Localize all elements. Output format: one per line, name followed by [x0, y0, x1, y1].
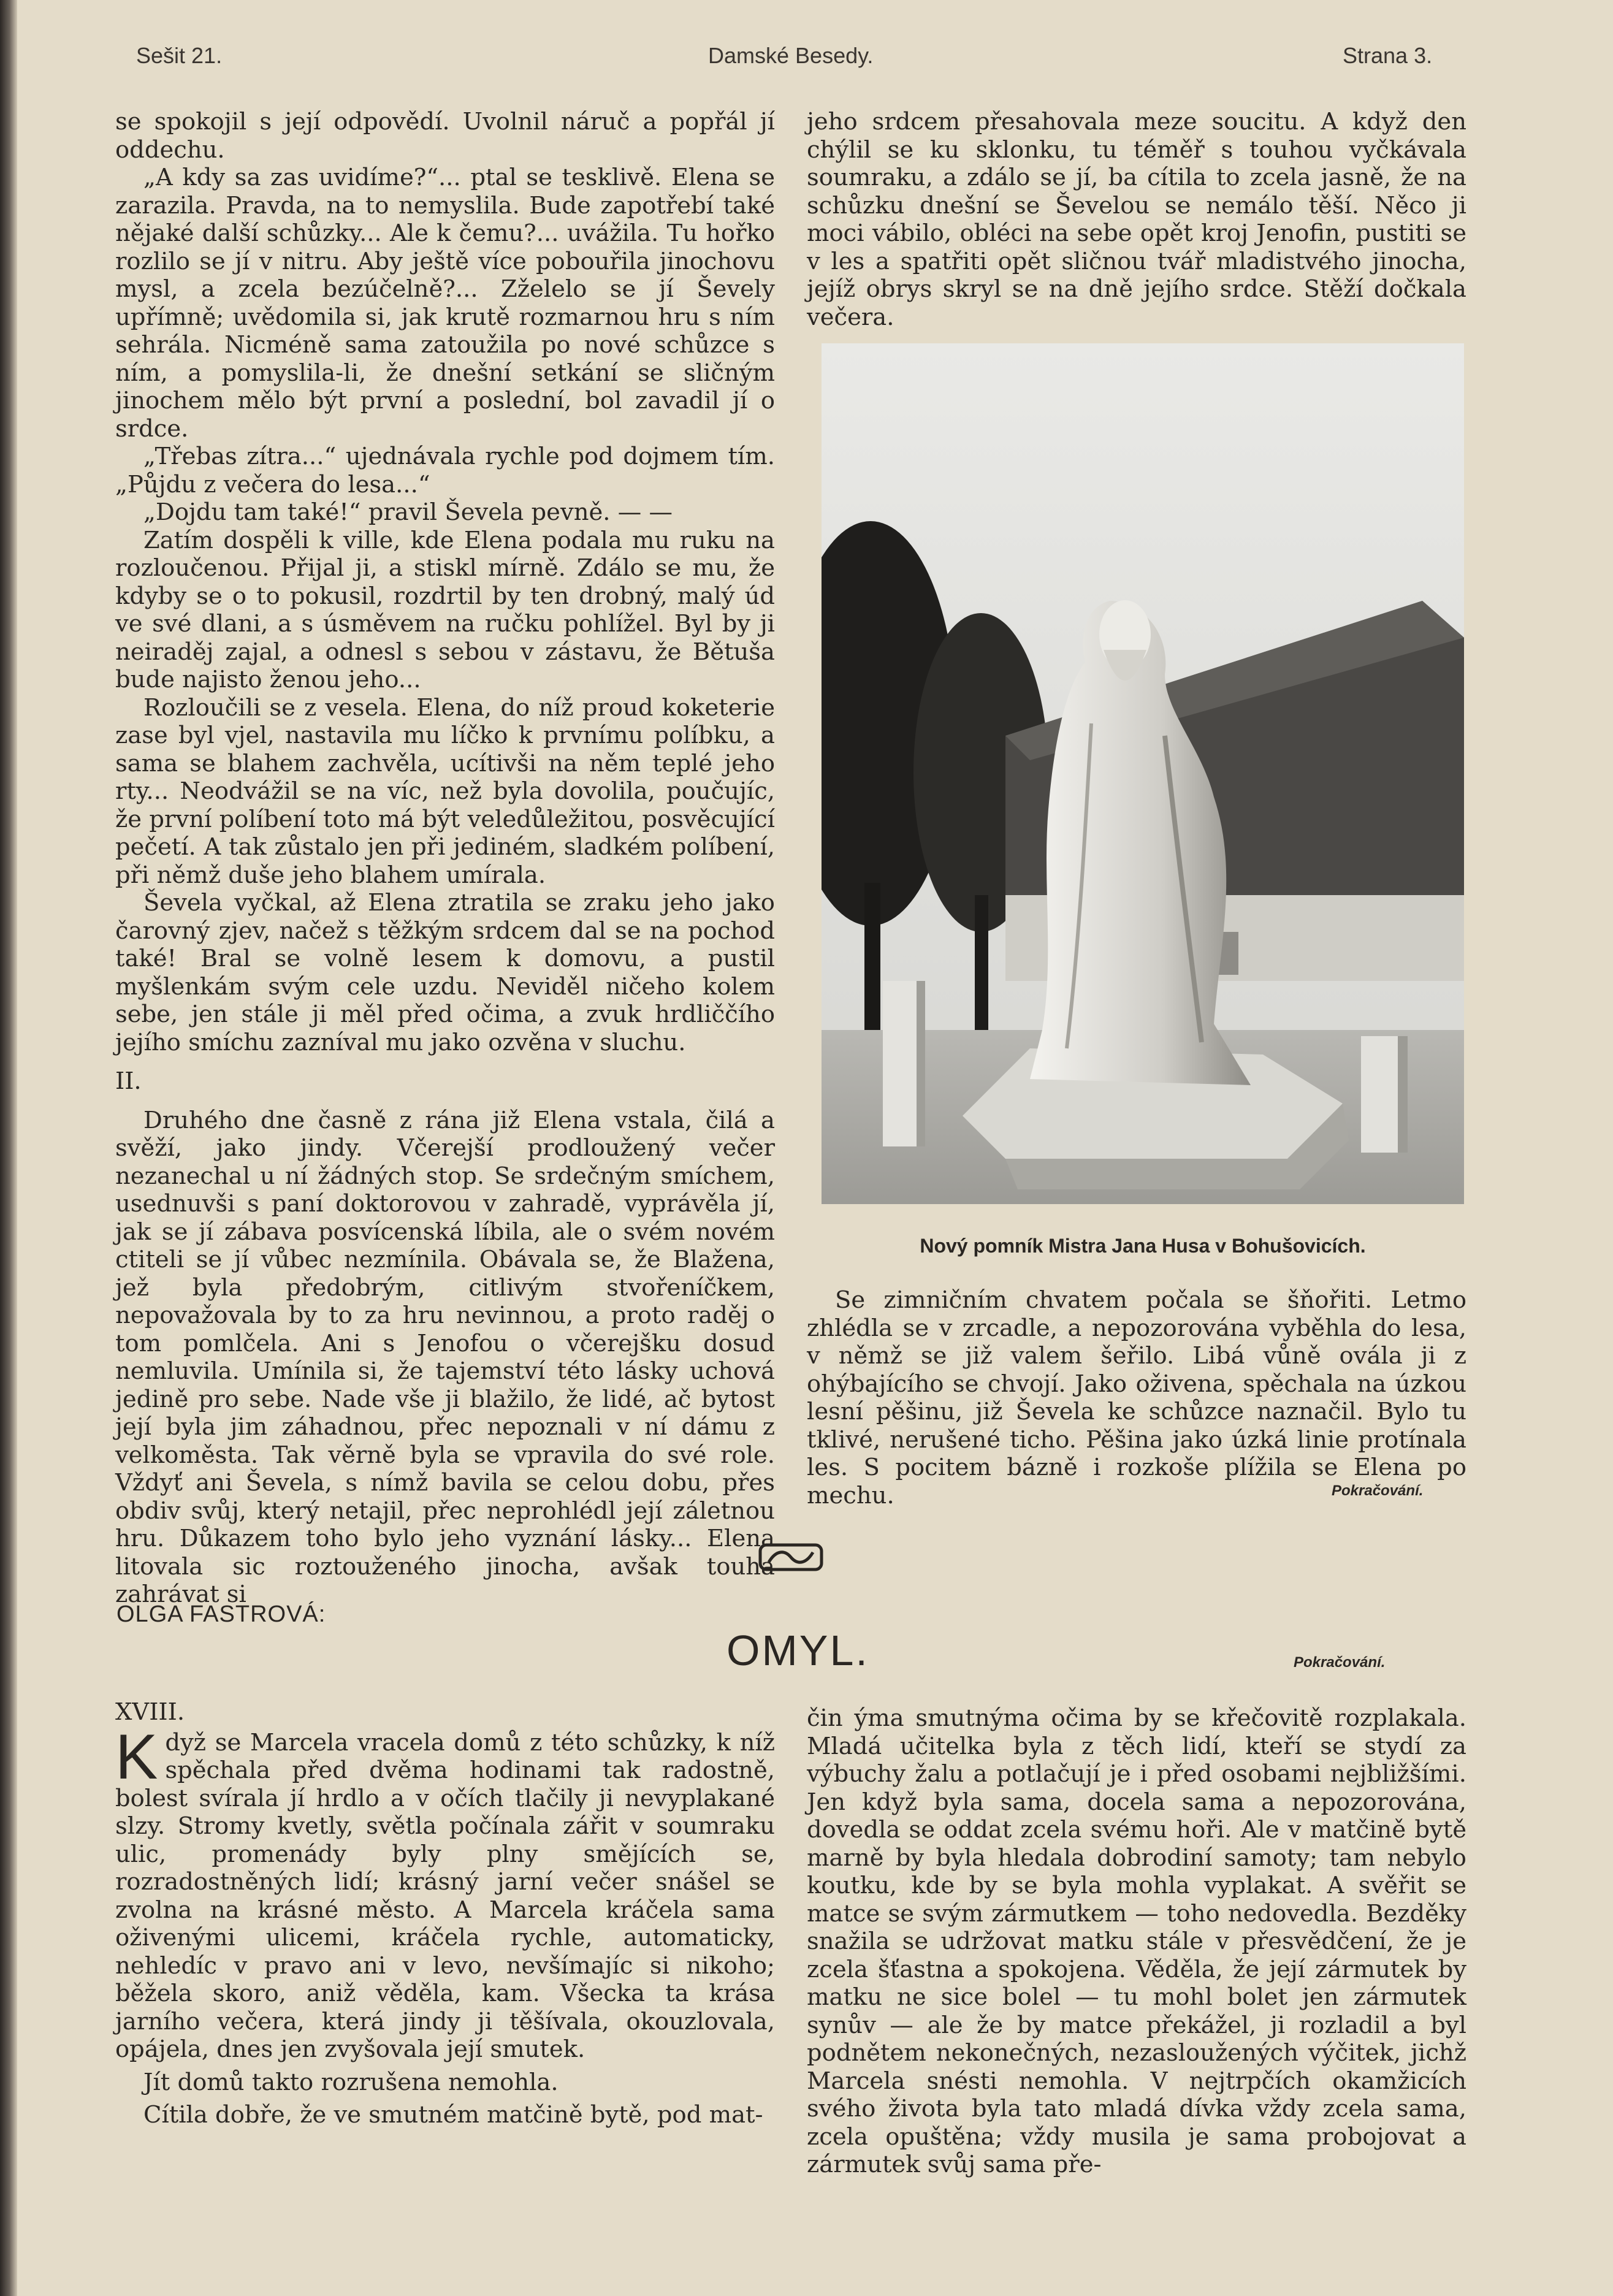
story1-section-numeral: II. [115, 1067, 142, 1095]
story2-paragraph: Cítila dobře, že ve smutném matčině bytě, pod mat- [143, 2101, 763, 2129]
story1-continuation-note: Pokračování. [1332, 1482, 1424, 1499]
story1-left-column [115, 108, 775, 1609]
paragraph: jeho srdcem přesahovala meze soucitu. A když den chýlil se ku sklonku, tu téměř s touhou vyčkávala soumraku, a zdálo se jí, ba cítila to zcela jasně, že na schůzku dnešní se Ševelou se nemálo těší. Něco ji moci vábilo, obléci na sebe opět kroj Jenofin, pustiti se v les a spatřiti opět sličnou tvář mladistvého jinocha, jejíž obrys skryl se na dně jejího srdce. Stěží dočkala večera. [807, 108, 1466, 331]
paragraph: „Dojdu tam také!“ pravil Ševela pevně. — — [143, 498, 673, 526]
story2-dropcap: K [115, 1721, 158, 1793]
paragraph: Rozloučili se z vesela. Elena, do níž proud koketerie zase byl vjel, nastavila mu líčko k prvnímu políbku, a sama se blahem zachvěla, ucítivši na něm teplé jeho rty... Neodvážil se na víc, než byla dovolila, poučujíc, že první políbení toto má být veledůležitou, posvěcující pečetí. A tak zůstalo jen při jediném, sladkém políbení, při němž duše jeho blahem umírala. [115, 693, 775, 889]
photo-caption: Nový pomník Mistra Jana Husa v Bohušovicích. [920, 1235, 1366, 1257]
story2-first-paragraph-text: dyž se Marcela vracela domů z této schůzky, k níž spěchala před dvěma hodinami tak radostně, bolest svírala jí hrdlo a v očích tlačily ji nevyplakané slzy. Stromy kvetly, světla počínala zářit v soumraku ulic, promenády byly plny smějících se, rozradostněných lidí; krásný jarní večer snášel se zvolna na krásné město. A Marcela kráčela sama oživenými ulicemi, kráčela rychle, automaticky, nehledíc v pravo ani v levo, nevšímajíc si nikoho; běžela skoro, aniž věděla, kam. Všecka ta krása jarního večera, která jindy ji těšívala, okouzlovala, opájela, dnes jen zvyšovala její smutek. [115, 1728, 775, 2063]
paragraph: se spokojil s její odpovědí. Uvolnil náruč a popřál jí oddechu. [115, 108, 775, 164]
story1-right-column-continued [807, 1286, 1466, 1509]
paragraph: Se zimničním chvatem počala se šňořiti. Letmo zhlédla se v zrcadle, a nepozorována vyběhla do lesa, v němž se již valem šeřilo. Libá vůně ovála ji z ohýbajícího se chvojí. Jako oživena, spěchala na úzkou lesní pěšinu, již Ševela ke schůzce naznačil. Bylo tu tklivé, nerušené ticho. Pěšina jako úzká linie protínala les. S pocitem bázně i rozkoše plížila se Elena po mechu. [807, 1286, 1466, 1509]
header-page-number: Strana 3. [1343, 43, 1433, 68]
header-magazine-title: Damské Besedy. [708, 43, 874, 68]
header-issue: Sešit 21. [136, 43, 223, 68]
paragraph: Druhého dne časně z rána již Elena vstala, čilá a svěží, jako jindy. Včerejší prodloužený večer nezanechal u ní žádných stop. Se srdečným smíchem, usednuvši s paní doktorovou v zahradě, vyprávěla jí, jak se jí zábava posvícenská líbila, ale o svém novém ctiteli se jí vůbec nezmínila. Obávala se, že Blažena, jež byla předobrým, citlivým stvořeníčkem, nepovažovala by to za hru nevinnou, a proto raděj o tom pomlčela. Ani s Jenofou o včerejšku dosud nemluvila. Umínila si, že tajemství této lásky uchová jedině pro sebe. Nade vše ji blažilo, že lidé, ač bytost její byla jim záhadnou, přec nepoznali v ní dámu z velkoměsta. Tak věrně byla se vpravila do své role. Vždyť ani Ševela, s nímž bavila se celou dobu, přes obdiv svůj, který netajil, přec neprohlédl její záletnou hru. Důkazem toho bylo jeho vyznání lásky... Elena litovala sic roztouženého jinocha, avšak touha zahrávat si [115, 1106, 775, 1608]
story2-first-paragraph [115, 1721, 775, 2064]
page-binding-edge [0, 0, 17, 2296]
story2-section-numeral: XVIII. [115, 1698, 185, 1726]
paragraph: Ševela vyčkal, až Elena ztratila se zraku jeho jako čarovný zjev, načež s těžkým srdcem dal se na pochod také! Bral se volně lesem k domovu, a pustil myšlenkám svým cele uzdu. Neviděl ničeho kolem sebe, jen stále ji měl před očima, a zvuk hrdliččího jejího smíchu zazníval mu jako ozvěna v sluchu. [115, 889, 775, 1056]
story2-title: OMYL. [726, 1627, 869, 1674]
story2-right-paragraph: čin ýma smutnýma očima by se křečovitě rozplakala. Mladá učitelka byla z těch lidí, kteří se stydí za výbuchy žalu a potlačují je i před osobami nejbližšími. Jen když byla sama, docela sama a nepozorována, dovedla se oddat zcela svému hoři. Ale v matčině bytě marně by byla hledala dobrodiní samoty; tam nebylo koutku, kde by se byla mohla vyplakat. A svěřit se matce se svým zármutkem — toho nedovedla. Bezděky snažila se udržovat matku stále v přesvědčení, že je zcela šťastna a spokojena. Věděla, že její zármutek by matku ne sice bolel — tu mohl bolet jen zármutek synův — ale že by matce překážel, ji rozladil a byl podnětem nekonečných, nezasloužených výčitek, jichž Marcela snésti nemohla. V nejtrpčích okamžicích svého života byla tato mladá dívka vždy zcela sama, zcela opuštěna; vždy musila je sama probojovat a zármutek svůj sama pře- [807, 1704, 1466, 2178]
hus-monument-photo [822, 343, 1464, 1204]
paragraph: „A kdy sa zas uvidíme?“... ptal se tesklivě. Elena se zarazila. Pravda, na to nemyslila. Bude zapotřebí také nějaké další schůzky... Ale k čemu?... uvážila. Tu hořko rozlilo se jí v nitru. Aby ještě více pobouřila jinochovu mysl, a zcela bezúčelně?... Zželelo se jí Ševely upřímně; uvědomila si, jak krutě rozmarnou hru s ním sehrála. Nicméně sama zatoužila po nové schůzce s ním, a pomyslila-li, že dnešní setkání se sličným jinochem mělo být první a poslední, bol zavadil jí o srdce. [115, 164, 775, 443]
story2-right-column [807, 1704, 1466, 2179]
story1-right-column [807, 108, 1466, 331]
paragraph: Zatím dospěli k ville, kde Elena podala mu ruku na rozloučenou. Přijal ji, a stiskl mírně. Zdálo se mu, že kdyby se o to pokusil, rozdrtil by ten drobný, malý úd ve své dlani, a s úsměvem na ručku pohlížel. Byl by ji neiraděj zajal, a odnesl s sebou v zástavu, že Bětuša bude najisto ženou jeho... [115, 526, 775, 693]
monument-illustration [822, 343, 1464, 1204]
story2-continuation-note: Pokračování. [1294, 1654, 1386, 1671]
story2-author: OLGA FASTROVÁ: [116, 1601, 326, 1627]
story2-left-column [115, 1698, 775, 2129]
paragraph: „Třebas zítra...“ ujednávala rychle pod dojmem tím. „Půjdu z večera do lesa...“ [115, 443, 775, 498]
story2-paragraph: Jít domů takto rozrušena nemohla. [143, 2068, 559, 2096]
ornament-icon [758, 1541, 824, 1576]
